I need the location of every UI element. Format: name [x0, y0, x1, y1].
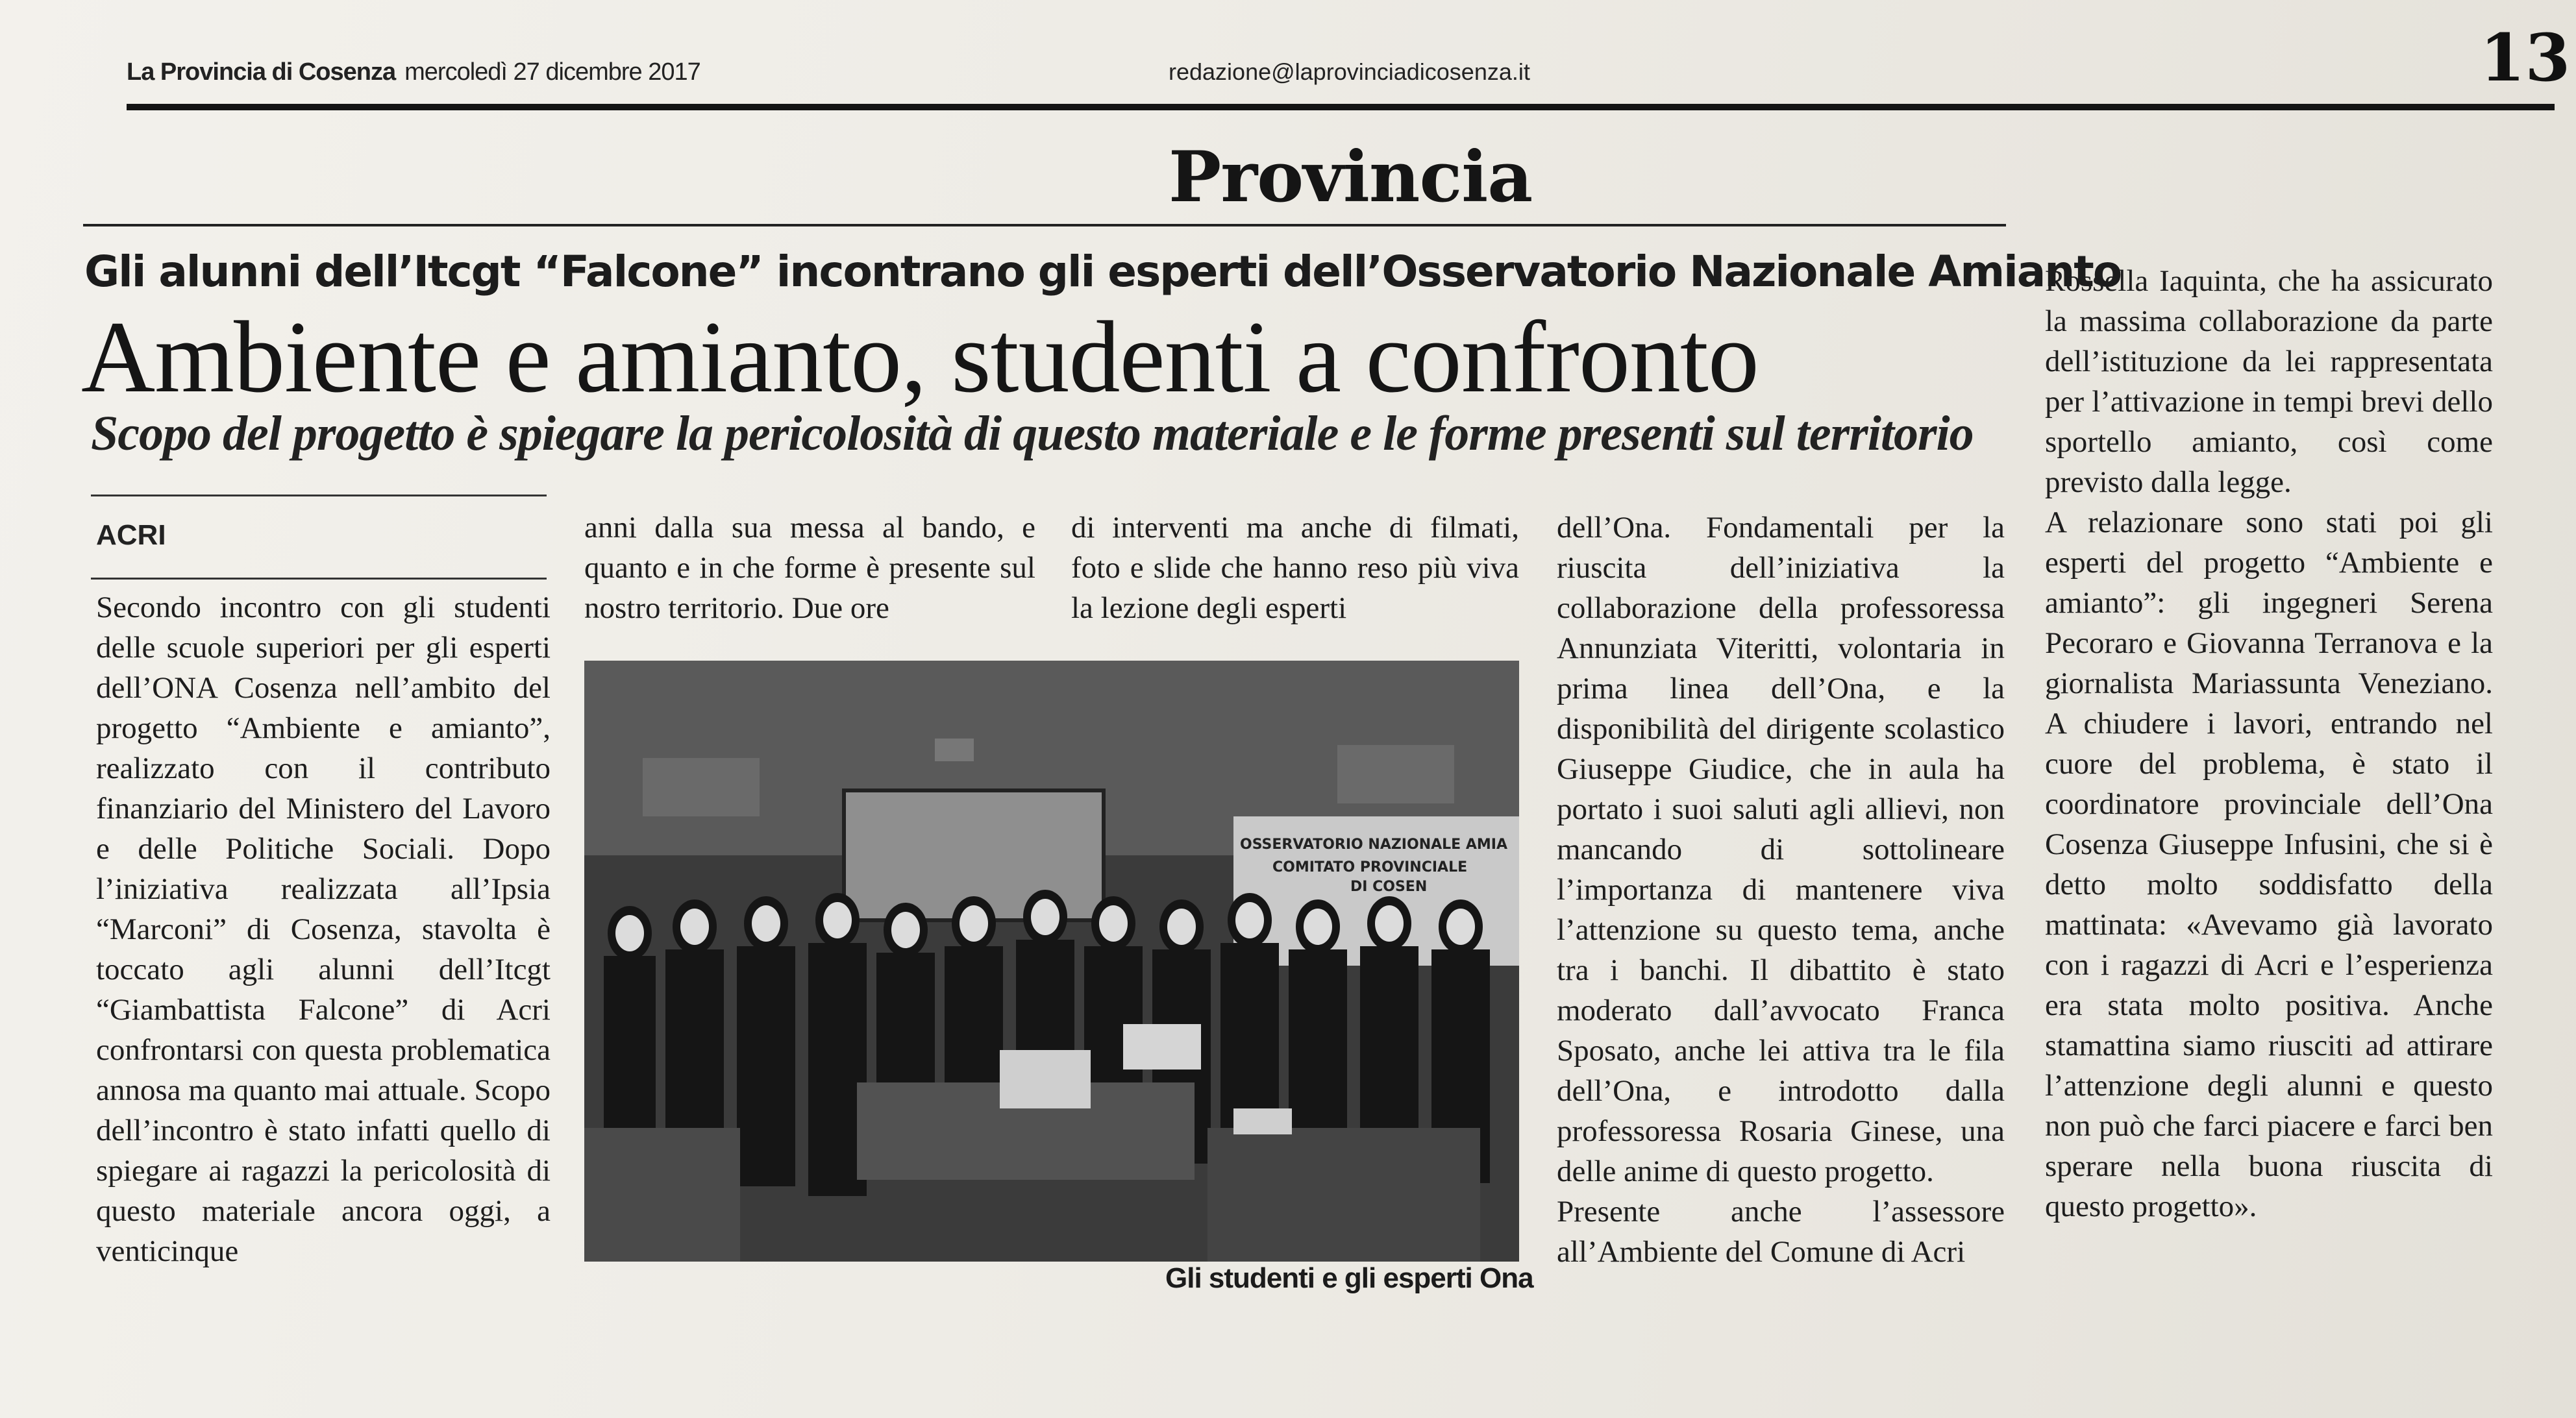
article-column-2: anni dalla sua messa al bando, e quanto e in che forme è presente sul nostro territorio. Due ore [584, 511, 1035, 625]
section-title: Provincia [1169, 136, 1533, 218]
issue-date: mercoledì 27 dicembre 2017 [404, 58, 700, 86]
article-title: Ambiente e amianto, studenti a confronto [81, 300, 1759, 414]
article-column-4: dell’Ona. Fondamentali per la riuscita dell’iniziativa la collaborazione della professoressa Annunziata Viteritti, volontaria in prima linea dell’Ona, e la disponibilità del dirigente scolastico Giuseppe Giudice, che in aula ha portato i suoi saluti agli allievi, non mancando di sottolineare l’importanza di mantenere viva l’attenzione su questo tema, anche tra i banchi. Il dibattito è stato moderato dall’avvocato Franca Sposato, anche lei attiva tra le fila dell’Ona, e introdotto dalla professoressa Rosaria Ginese, una delle anime di questo progetto. Presente anche l’assessore all’Ambiente del Comune di Acri [1557, 507, 2005, 1272]
article-column-5: Rossella Iaquinta, che ha assicurato la massima collaborazione da parte dell’istituzione da lei rappresentata per l’attivazione in tempi brevi dello sportello amianto, così come previsto dalla legge. A relazionare sono stati poi gli esperti del progetto “Ambiente e amianto”: gli ingegneri Serena Pecoraro e Giovanna Terranova e la giornalista Mariassunta Veneziano. A chiudere i lavori, entrando nel cuore del problema, è stato il coordinatore provinciale dell’Ona Cosenza Giuseppe Infusini, che si è detto molto soddisfatto della mattinata: «Avevamo già lavorato con i ragazzi di Acri e l’esperienza era stata molto positiva. Anche stamattina siamo riusciti ad attirare l’attenzione degli alunni e questo non può che farci piacere e farci ben sperare nella buona riuscita di questo progetto». [2045, 261, 2493, 1227]
article-column-4-paragraph-2: Presente anche l’assessore all’Ambiente del Comune di Acri [1557, 1195, 2005, 1269]
byline-rule-bottom [91, 578, 547, 580]
article-column-5-paragraph-2: A relazionare sono stati poi gli esperti del progetto “Ambiente e amianto”: gli ingegneri Serena Pecoraro e Giovanna Terranova e la giornalista Mariassunta Veneziano. A chiudere i lavori, entrando nel cuore del problema, è stato il coordinatore provinciale dell’Ona Cosenza Giuseppe Infusini, che si è detto molto soddisfatto della mattinata: «Avevamo già lavorato con i ragazzi di Acri e l’esperienza era stata molto positiva. Anche stamattina siamo riusciti ad attirare l’attenzione degli alunni e questo non può che farci piacere e farci ben sperare nella buona riuscita di questo progetto». [2045, 506, 2493, 1223]
article-kicker: Gli alunni dell’Itcgt “Falcone” incontrano gli esperti dell’Osservatorio Nazionale Amianto [84, 247, 2122, 297]
photo-caption: Gli studenti e gli esperti Ona [1165, 1262, 1533, 1294]
article-column-1: Secondo incontro con gli studenti delle scuole superiori per gli esperti dell’ONA Cosenza nell’ambito del progetto “Ambiente e amianto”, realizzato con il contributo finanziario del Ministero del Lavoro e delle Politiche Sociali. Dopo l’iniziativa realizzata all’Ipsia “Marconi” di Cosenza, stavolta è toccato agli alunni dell’Itcgt “Giambattista Falcone” di Acri confrontarsi con questa problematica annosa ma quanto mai attuale. Scopo dell’incontro è stato infatti quello di spiegare ai ragazzi la pericolosità di questo materiale ancora oggi, a venticinque [96, 591, 551, 1268]
header-rule [127, 104, 2555, 110]
banner-text-line-3: DI COSEN [1350, 879, 1428, 895]
article-subtitle: Scopo del progetto è spiegare la pericolosità di questo materiale e le forme presenti sul territorio [91, 406, 1974, 461]
page-number: 13 [2480, 19, 2571, 96]
article-photo [584, 661, 1519, 1262]
byline-location: ACRI [96, 519, 166, 551]
banner-text-line-2: COMITATO PROVINCIALE [1272, 859, 1468, 875]
newspaper-masthead: La Provincia di Cosenza mercoledì 27 dicembre 2017 [127, 58, 700, 86]
banner-text-line-1: OSSERVATORIO NAZIONALE AMIA [1240, 837, 1507, 853]
editorial-email: redazione@laprovinciadicosenza.it [1169, 58, 1530, 85]
byline-rule-top [91, 495, 547, 496]
article-column-3: di interventi ma anche di filmati, foto e slide che hanno reso più viva la lezione degli esperti [1071, 511, 1519, 625]
section-rule [83, 224, 2006, 226]
group-photo-illustration [584, 661, 1519, 1262]
